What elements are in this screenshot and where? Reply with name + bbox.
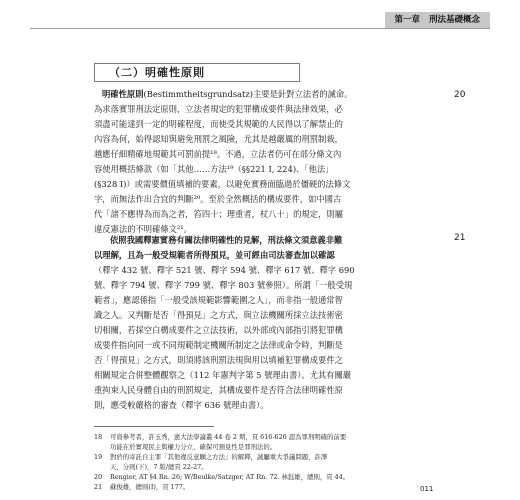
footnote-number: 18 xyxy=(94,433,103,441)
paragraph-line: 相關規定合併整體觀察之（112 年憲判字第 5 號理由書）。尤其有關嚴 xyxy=(94,370,352,380)
paragraph-line: 否「得預見」之方式，則須將該刑罰法規與用以填補犯罪構成要件之 xyxy=(94,355,343,365)
paragraph-line: (§328 I)）或需要價值填補的要素，以避免實務面臨過於僵硬的法條文 xyxy=(94,179,351,189)
footnote-rule xyxy=(94,426,214,427)
paragraph-line: （釋字 432 號、釋字 521 號、釋字 594 號、釋字 617 號、釋字 690 xyxy=(94,265,355,275)
paragraph-line: 則，應受較嚴格的審查（釋字 636 號理由書）。 xyxy=(94,400,269,410)
footnote-text: 可資參考者，許玉秀，憲大法學論叢 44 卷 2 期，頁 616-626 認為罪刑明確的前要 xyxy=(110,433,347,441)
footnote-19 xyxy=(94,452,444,462)
footnote-number: 19 xyxy=(94,453,103,461)
footnote-text: 功能在於實現民主與權力分立，確保可預見性是罪刑法的。 xyxy=(110,443,277,451)
paragraph-line: 切相關，若採空白構成要件之立法技術，以外部或內部指引將犯罪構 xyxy=(94,325,343,335)
paragraph-interpretation xyxy=(94,233,444,413)
footnote-number: 21 xyxy=(94,483,103,491)
running-header-title: 刑法基礎概念 xyxy=(428,15,480,25)
paragraph-line: 號、釋字 794 號、釋字 799 號、釋字 803 號參照）。所謂「一般受規 xyxy=(94,280,353,290)
paragraph-line: 識之人。又判斷是否「得預見」之方式，與立法機關所採立法技術密 xyxy=(94,310,343,320)
margin-number-20: 20 xyxy=(454,90,466,100)
paragraph-line: 明確性原則(Bestimmtheitsgrundsatz)主要是針對立法者的誡命。 xyxy=(102,89,353,99)
footnote-text: 天，分則(下)，7 版/總頁 22-27。 xyxy=(110,463,208,471)
paragraph-principle xyxy=(94,87,444,237)
footnote-text: 對於的寄託自主罪「其他違反意願之方法」的解釋，誠屬重大爭議問題，許澤 xyxy=(110,453,328,461)
footnote-text: Rengier, AT §4 Rn. 26; W/Beulke/Satzger, AT Rn. 72. 林鈺雄，總則，頁 44。 xyxy=(110,473,350,481)
paragraph-line: 容使用概括條款（如「其他……方法¹⁹（§§221 I, 224)、「他法」 xyxy=(94,164,334,174)
paragraph-line: 越應仔細精確地規範其可罰前提¹⁸。不過，立法者仍可在部分條文內 xyxy=(94,149,342,159)
paragraph-line: 字，而無法作出合宜的判斷²⁰。至於全然概括的構成要件，如中國古 xyxy=(94,194,342,204)
paragraph-line: 依照我國釋憲實務有關法律明確性的見解，刑法條文須意義非難 xyxy=(110,235,343,245)
paragraph-line: 重拘束人民身體自由的刑罰規定，其構成要件是否符合法律明確性原 xyxy=(94,385,343,395)
header-rule xyxy=(30,28,490,29)
footnote-number: 20 xyxy=(94,473,103,481)
paragraph-line: 以理解，且為一般受規範者所得預見，並可經由司法審查加以確認 xyxy=(94,250,335,260)
paragraph-line: 代「諸不應得為而為之者，笞四十；理重者，杖八十」的規定，則屬 xyxy=(94,209,343,219)
section-heading: （二）明確性原則 xyxy=(94,63,300,82)
paragraph-line: 須盡可能達到一定的明確程度，而使受其規範的人民得以了解禁止的 xyxy=(94,119,343,129)
footnote-18 xyxy=(94,432,444,442)
footnote-20 xyxy=(94,472,444,482)
running-header xyxy=(385,12,491,28)
paragraph-line: 範者」，應認係指「一般受該規範影響範圍之人」，而非指一般通常智 xyxy=(94,295,343,305)
paragraph-line: 內容為何，始得認知與避免刑罰之風險，尤其是越嚴厲的刑罰制裁， xyxy=(94,134,343,144)
running-header-chapter: 第一章 xyxy=(394,15,421,25)
margin-number-21: 21 xyxy=(454,233,466,243)
footnote-21 xyxy=(94,482,444,492)
footnote-text: 蘇俊雄，總則(I)，頁 177。 xyxy=(110,483,190,491)
paragraph-line: 成要件指向同一或不同規範制定機關所制定之法律或命令時，判斷是 xyxy=(94,340,343,350)
paragraph-line: 為求落實罪刑法定原則，立法者規定的犯罪構成要件與法律效果，必 xyxy=(94,104,343,114)
footnotes xyxy=(94,432,444,492)
paragraph-lead-term: 明確性原則 xyxy=(102,89,144,99)
page-number: 011 xyxy=(420,485,434,493)
paragraph-line: 違反憲法的不明確條文²¹。 xyxy=(94,224,192,234)
